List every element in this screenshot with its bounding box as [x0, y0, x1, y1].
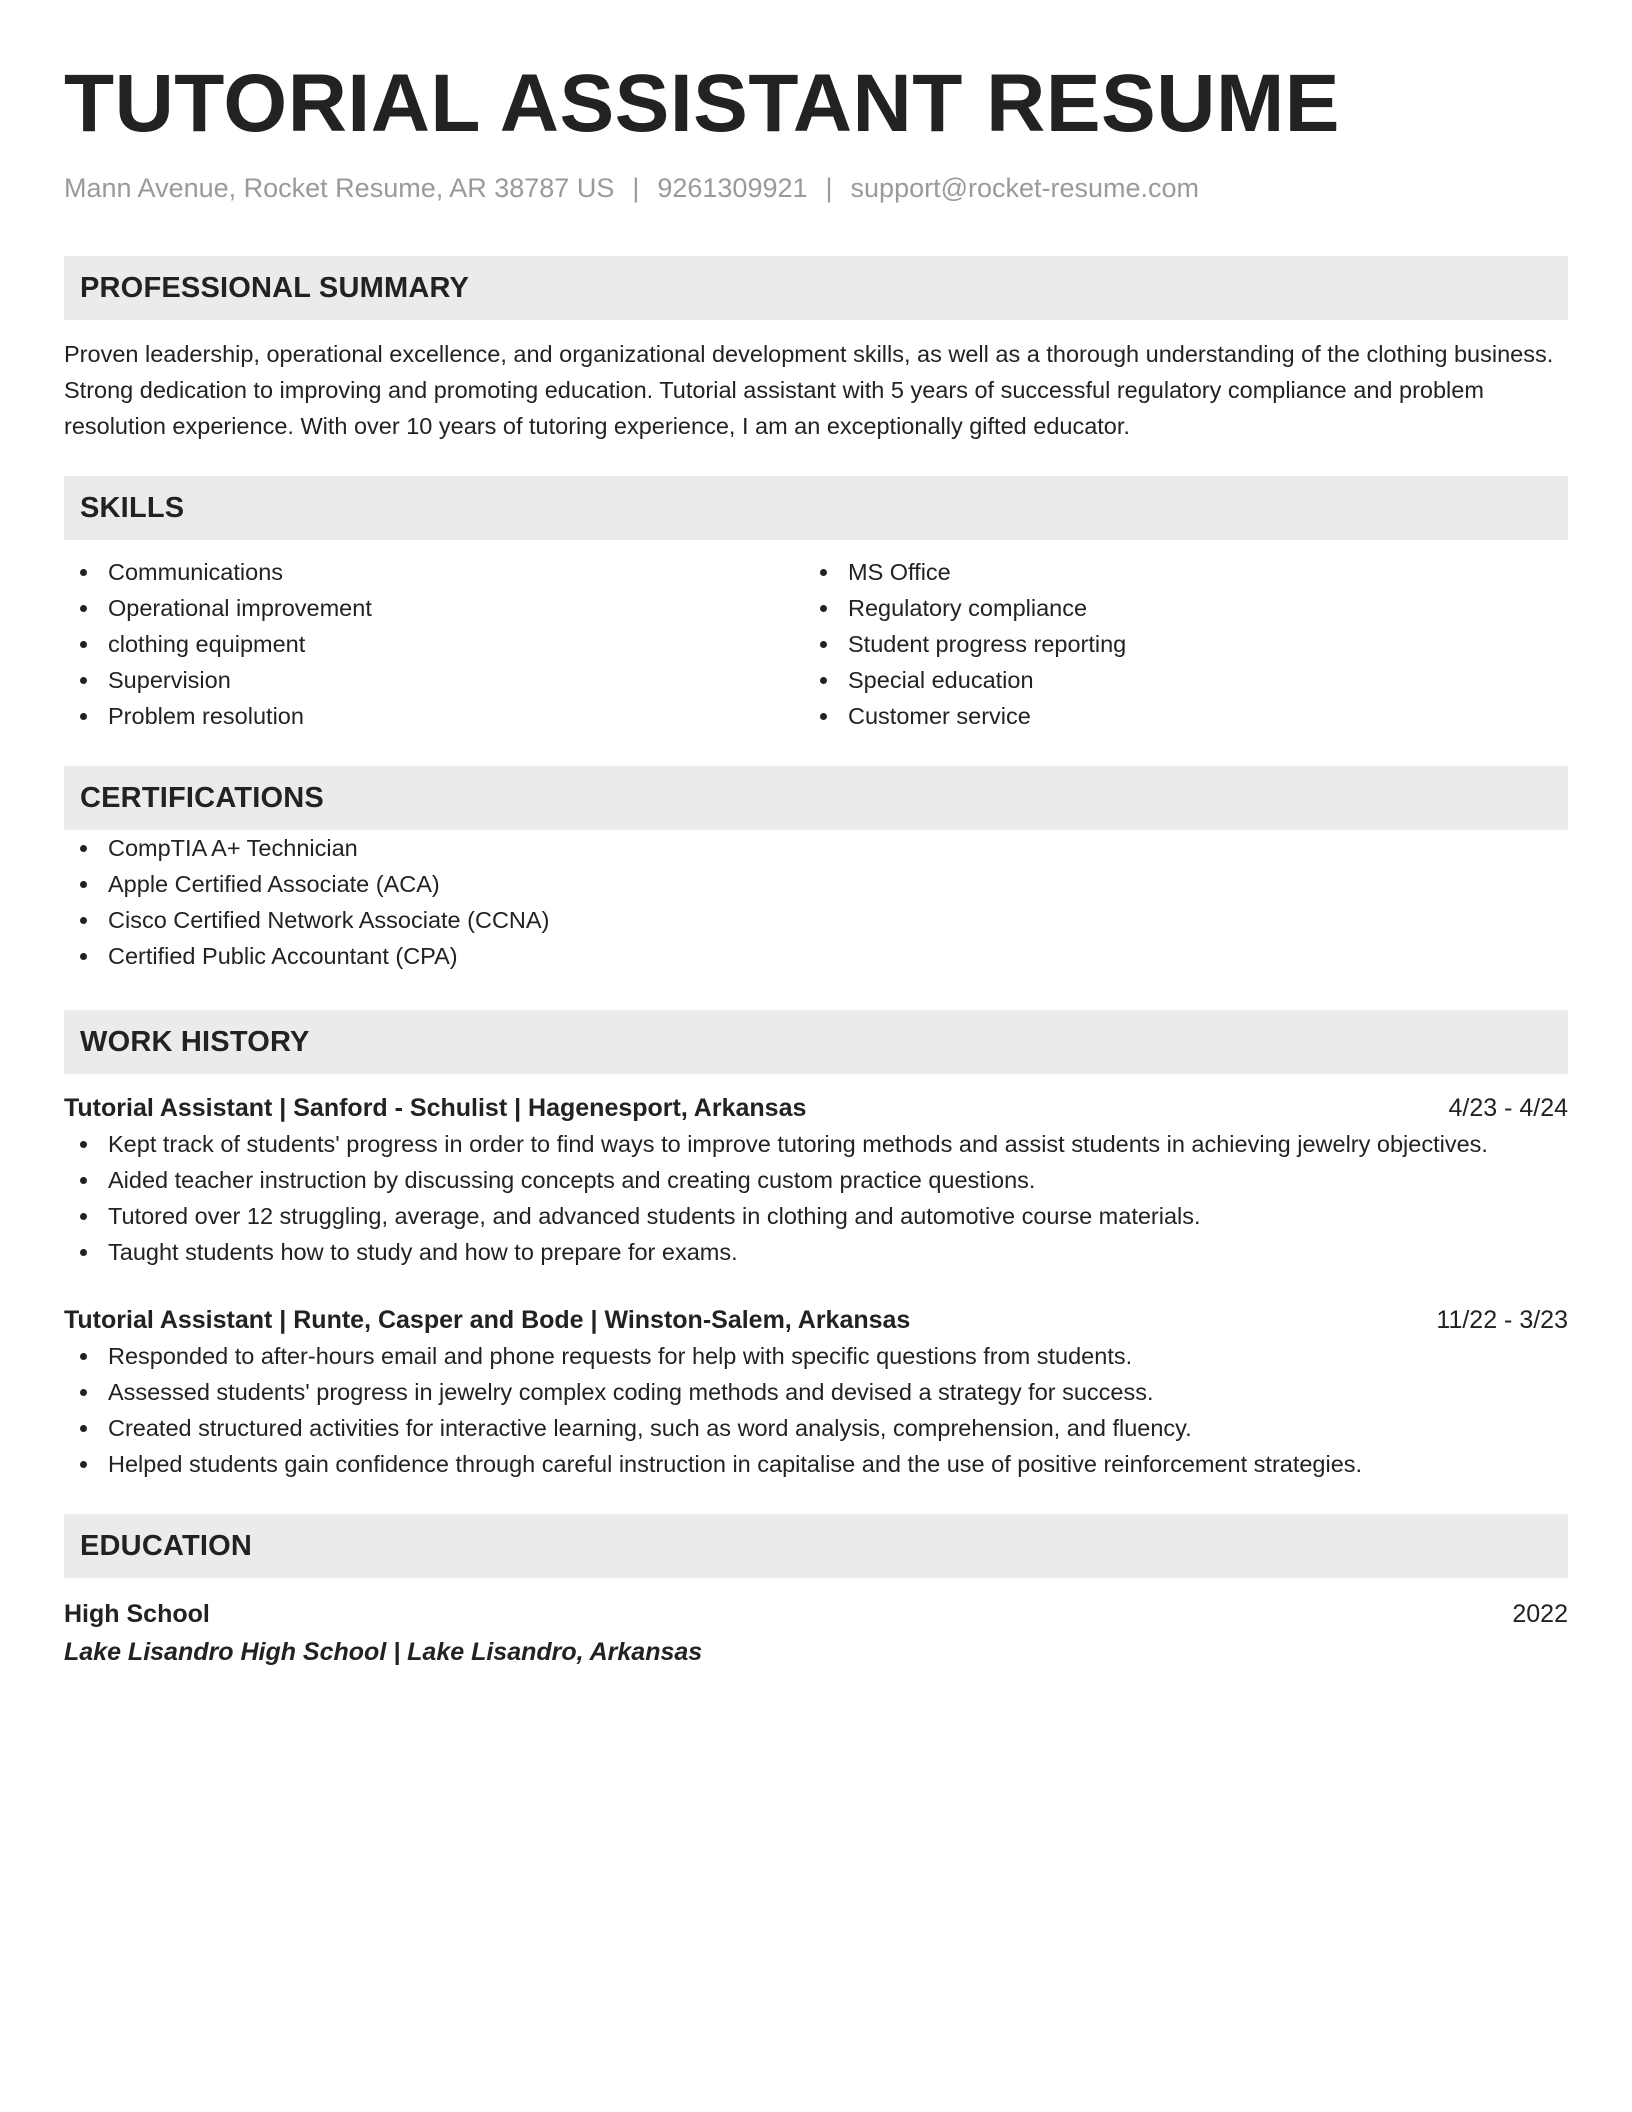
certification-item — [64, 866, 1568, 902]
job-duties-list — [64, 1126, 1568, 1270]
skill-text: Operational improvement — [108, 595, 372, 621]
section-title: PROFESSIONAL SUMMARY — [80, 271, 470, 304]
job-duty-item — [64, 1446, 1568, 1482]
bullet-icon — [80, 845, 87, 852]
job-duty-item — [64, 1198, 1568, 1234]
certification-text: Apple Certified Associate (ACA) — [108, 871, 440, 897]
bullet-icon — [80, 1353, 87, 1360]
bullet-icon — [80, 1177, 87, 1184]
skill-text: Customer service — [848, 703, 1031, 729]
bullet-icon — [80, 1461, 87, 1468]
skill-text: MS Office — [848, 559, 951, 585]
bullet-icon — [80, 605, 87, 612]
bullet-icon — [80, 677, 87, 684]
bullet-icon — [80, 1425, 87, 1432]
contact-separator: | — [632, 173, 640, 203]
job-heading — [64, 1090, 1568, 1126]
certification-text: CompTIA A+ Technician — [108, 835, 358, 861]
skill-text: Student progress reporting — [848, 631, 1127, 657]
job-duty-text: Created structured activities for interactive learning, such as word analysis, comprehension, and fluency. — [108, 1415, 1192, 1441]
job-duty-item — [64, 1338, 1568, 1374]
skill-item — [804, 554, 1544, 590]
skill-item — [804, 698, 1544, 734]
education-degree: High School — [64, 1600, 210, 1628]
certification-item — [64, 938, 1568, 974]
section-header-work-history — [64, 1010, 1568, 1074]
skill-text: Special education — [848, 667, 1034, 693]
skills-list-left — [64, 554, 804, 734]
section-header-skills — [64, 476, 1568, 540]
certification-item — [64, 902, 1568, 938]
job-duty-text: Responded to after-hours email and phone requests for help with specific questions from students. — [108, 1343, 1133, 1369]
job-dates: 4/23 - 4/24 — [1448, 1094, 1568, 1122]
job-title: Tutorial Assistant | Sanford - Schulist | Hagenesport, Arkansas — [64, 1094, 807, 1122]
section-header-summary — [64, 256, 1568, 320]
skill-item — [804, 590, 1544, 626]
skill-item — [64, 590, 804, 626]
skill-text: Communications — [108, 559, 284, 585]
bullet-icon — [80, 1213, 87, 1220]
education-school: Lake Lisandro High School | Lake Lisandro, Arkansas — [64, 1638, 703, 1666]
skill-item — [64, 626, 804, 662]
bullet-icon — [820, 569, 827, 576]
job-duties-list — [64, 1338, 1568, 1482]
contact-address: Mann Avenue, Rocket Resume, AR 38787 US — [64, 173, 615, 203]
skills-columns — [64, 554, 1568, 734]
contact-phone: 9261309921 — [657, 173, 808, 203]
section-title: CERTIFICATIONS — [80, 781, 324, 814]
certification-text: Certified Public Accountant (CPA) — [108, 943, 458, 969]
bullet-icon — [820, 677, 827, 684]
skill-text: clothing equipment — [108, 631, 306, 657]
skill-text: Problem resolution — [108, 703, 304, 729]
skill-item — [64, 662, 804, 698]
bullet-icon — [80, 569, 87, 576]
job-duty-text: Kept track of students' progress in order to find ways to improve tutoring methods and assist students in achieving jewelry objectives. — [108, 1131, 1488, 1157]
bullet-icon — [80, 1249, 87, 1256]
job-title: Tutorial Assistant | Runte, Casper and Bode | Winston-Salem, Arkansas — [64, 1306, 911, 1334]
bullet-icon — [80, 953, 87, 960]
job-dates: 11/22 - 3/23 — [1436, 1306, 1568, 1334]
bullet-icon — [820, 641, 827, 648]
job-duty-text: Assessed students' progress in jewelry complex coding methods and devised a strategy for success. — [108, 1379, 1154, 1405]
job-duty-text: Taught students how to study and how to prepare for exams. — [108, 1239, 738, 1265]
section-header-certifications — [64, 766, 1568, 830]
bullet-icon — [80, 641, 87, 648]
education-heading — [64, 1596, 1568, 1632]
job-duty-item — [64, 1162, 1568, 1198]
bullet-icon — [820, 713, 827, 720]
bullet-icon — [80, 881, 87, 888]
bullet-icon — [820, 605, 827, 612]
job-duty-item — [64, 1234, 1568, 1270]
skill-item — [804, 626, 1544, 662]
section-header-education — [64, 1514, 1568, 1578]
certification-text: Cisco Certified Network Associate (CCNA) — [108, 907, 550, 933]
job-duty-item — [64, 1374, 1568, 1410]
job-duty-text: Helped students gain confidence through careful instruction in capitalise and the use of positive reinforcement strategies. — [108, 1451, 1363, 1477]
contact-separator: | — [825, 173, 833, 203]
skills-column-left — [64, 554, 804, 734]
job-duty-text: Aided teacher instruction by discussing concepts and creating custom practice questions. — [108, 1167, 1036, 1193]
bullet-icon — [80, 1141, 87, 1148]
certification-item — [64, 830, 1568, 866]
bullet-icon — [80, 1389, 87, 1396]
skills-list-right — [804, 554, 1544, 734]
bullet-icon — [80, 917, 87, 924]
job-heading — [64, 1302, 1568, 1338]
certifications-list — [64, 830, 1568, 974]
contact-line — [64, 172, 1568, 204]
section-title: SKILLS — [80, 491, 185, 524]
contact-email: support@rocket-resume.com — [850, 173, 1200, 203]
section-title: EDUCATION — [80, 1529, 253, 1562]
job-duty-item — [64, 1410, 1568, 1446]
summary-paragraph: Proven leadership, operational excellence, and organizational development skills, as well as a thorough understanding of the clothing business. Strong dedication to improving and promoting education. Tutorial assistant with 5 years of successful regulatory compliance and problem resolution experience. With over 10 years of tutoring experience, I am an exceptionally gifted educator. — [64, 341, 1554, 439]
skill-text: Regulatory compliance — [848, 595, 1088, 621]
skill-item — [64, 554, 804, 590]
job-duty-item — [64, 1126, 1568, 1162]
resume-title: TUTORIAL ASSISTANT RESUME — [64, 58, 1340, 149]
skills-column-right — [804, 554, 1544, 734]
job-duty-text: Tutored over 12 struggling, average, and advanced students in clothing and automotive course materials. — [108, 1203, 1201, 1229]
skill-text: Supervision — [108, 667, 231, 693]
section-title: WORK HISTORY — [80, 1025, 310, 1058]
bullet-icon — [80, 713, 87, 720]
education-year: 2022 — [1512, 1600, 1568, 1628]
skill-item — [64, 698, 804, 734]
skill-item — [804, 662, 1544, 698]
